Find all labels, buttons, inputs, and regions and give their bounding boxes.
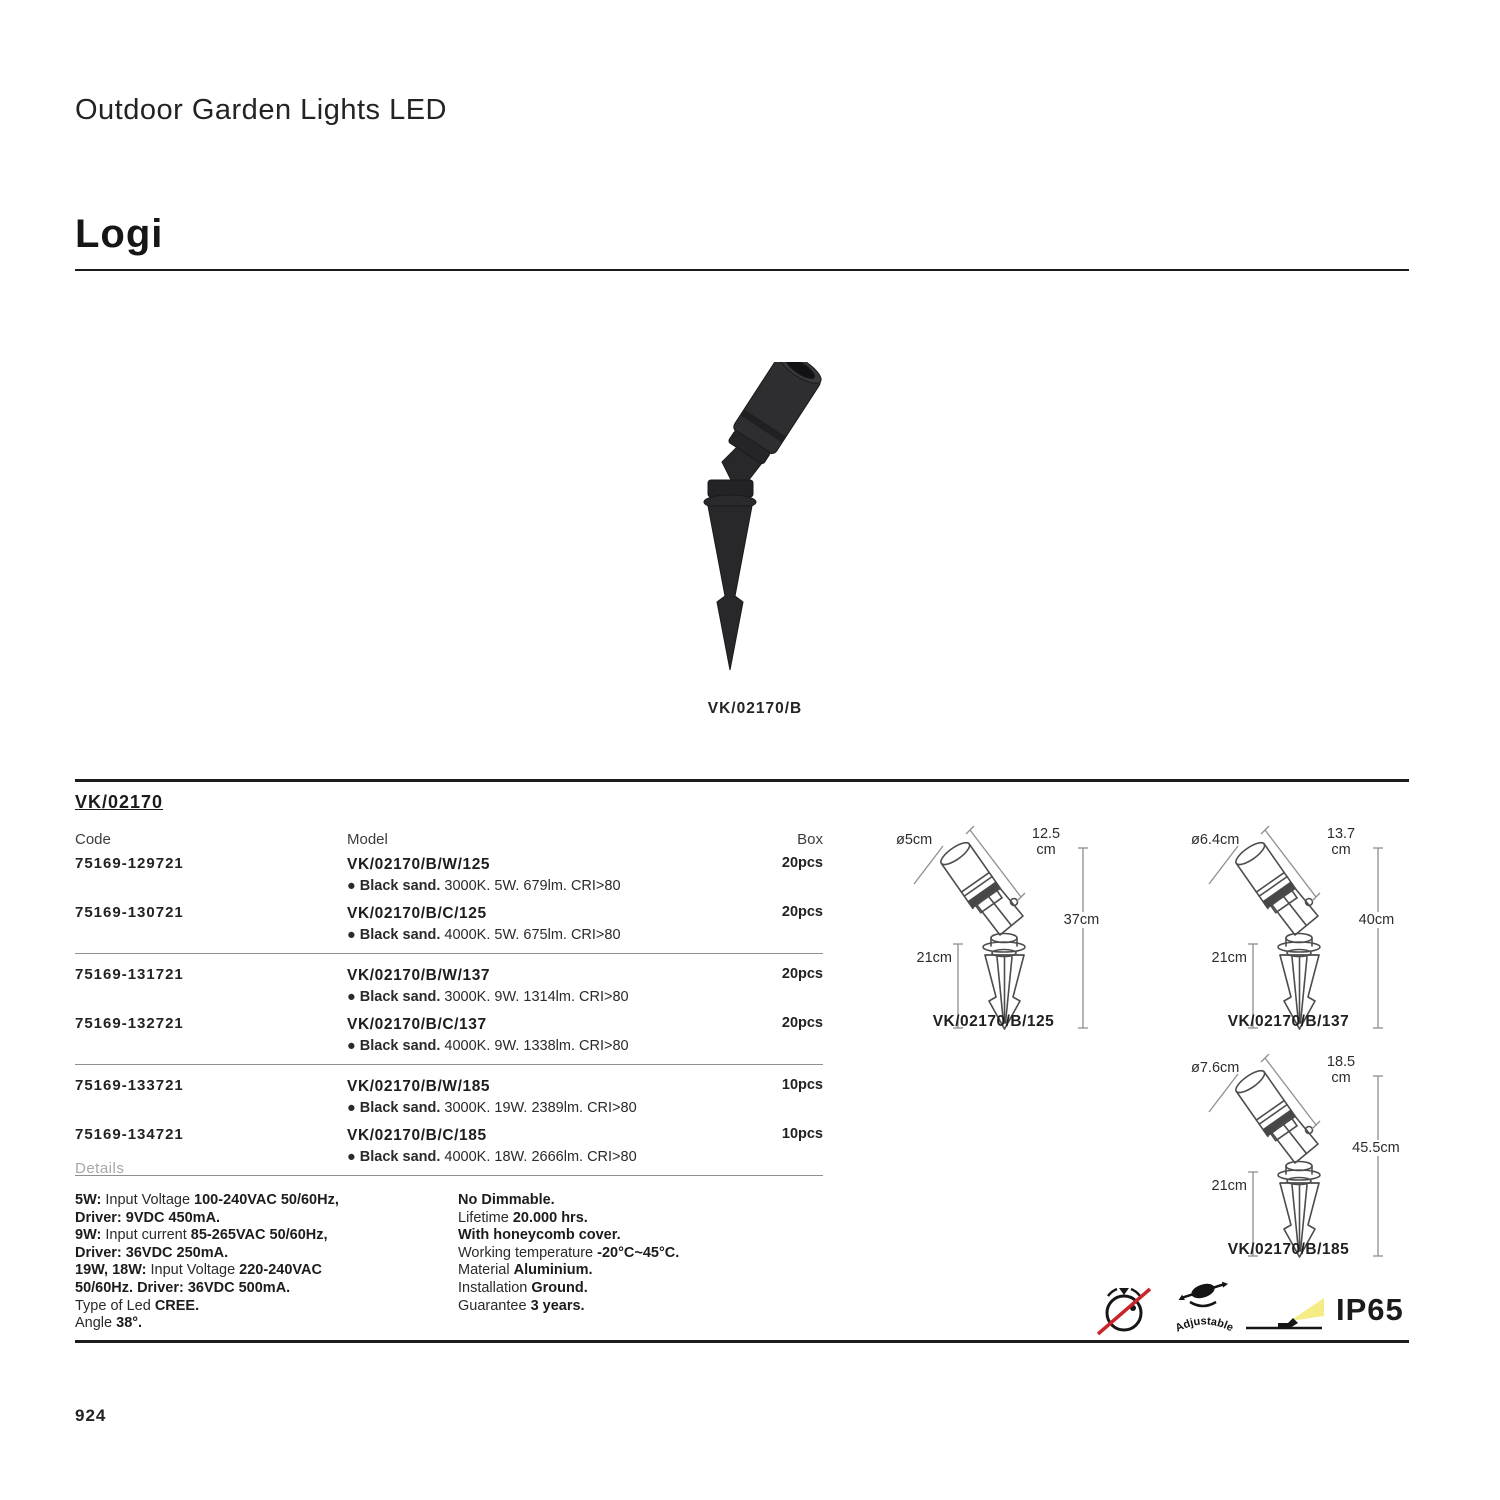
diameter-dimension: ø6.4cm: [1191, 832, 1240, 848]
spec-text: 4000K. 5W. 675lm. CRI>80: [440, 927, 621, 943]
section-divider: [75, 779, 1409, 782]
table-row: [75, 904, 823, 944]
finish-label: ● Black sand.: [347, 1149, 441, 1165]
product-description: [347, 1099, 733, 1117]
product-model: VK/02170/B/C/125: [347, 905, 487, 922]
spec-text: 4000K. 18W. 2666lm. CRI>80: [440, 1149, 637, 1165]
finish-label: ● Black sand.: [347, 878, 441, 894]
table-row: [75, 1077, 823, 1117]
box-quantity: 10pcs: [781, 1126, 823, 1142]
table-row: [75, 1015, 823, 1055]
no-dimmable-icon: [1090, 1280, 1160, 1342]
product-model-cell: [347, 966, 733, 1006]
product-model-cell: [347, 1126, 733, 1166]
product-photo-caption: VK/02170/B: [707, 700, 803, 717]
box-quantity: 20pcs: [781, 1015, 823, 1031]
page-number: 924: [75, 1406, 107, 1425]
product-description: [347, 1037, 733, 1055]
product-code: 75169-130721: [75, 904, 184, 921]
table-row: [75, 966, 823, 1006]
diameter-dimension: ø7.6cm: [1191, 1060, 1240, 1076]
dimension-diagram-137: [1181, 826, 1396, 1038]
product-model-cell: [347, 1015, 733, 1055]
body-length-dimension: [1022, 826, 1070, 858]
adjustable-label: Adjustable: [1173, 1315, 1236, 1335]
spec-text: 4000K. 9W. 1338lm. CRI>80: [440, 1038, 629, 1054]
product-model-cell: [347, 855, 733, 895]
body-length-dimension: [1317, 826, 1365, 858]
length-unit: cm: [1036, 842, 1056, 858]
product-model: VK/02170/B/C/185: [347, 1127, 487, 1144]
total-height-dimension: 40cm: [1358, 912, 1395, 928]
diagram-caption: VK/02170/B/185: [1227, 1241, 1350, 1258]
product-model: VK/02170/B/W/185: [347, 1078, 491, 1095]
col-header-box: Box: [797, 831, 823, 848]
dimension-diagram-125: [886, 826, 1101, 1038]
spec-text: 3000K. 5W. 679lm. CRI>80: [440, 878, 621, 894]
product-photo: [670, 362, 825, 682]
page-title: Logi: [75, 212, 164, 256]
product-model-cell: [347, 904, 733, 944]
body-length-dimension: [1317, 1054, 1365, 1086]
spike-light-line-drawing: [886, 826, 1101, 1041]
finish-label: ● Black sand.: [347, 927, 441, 943]
table-group-divider: [75, 1175, 823, 1176]
light-beam-icon: [1244, 1294, 1326, 1334]
product-description: [347, 988, 733, 1006]
dimension-diagram-185: [1181, 1054, 1400, 1266]
details-right-column: No Dimmable. Lifetime 20.000 hrs. With honeycomb cover. Working temperature -20°C~45°C. Material Aluminium. Installation Ground. Guarantee 3 years.: [458, 1192, 680, 1314]
product-code: 75169-131721: [75, 966, 184, 983]
spike-light-line-drawing: [1181, 1054, 1396, 1269]
total-height-dimension: 37cm: [1063, 912, 1100, 928]
adjustable-icon: [1168, 1276, 1238, 1338]
box-quantity: 10pcs: [781, 1077, 823, 1093]
title-divider: [75, 269, 1409, 271]
box-quantity: 20pcs: [781, 904, 823, 920]
product-code: 75169-132721: [75, 1015, 184, 1032]
bottom-divider: [75, 1340, 1409, 1343]
product-description: [347, 1148, 733, 1166]
product-model: VK/02170/B/W/137: [347, 967, 491, 984]
col-header-model: Model: [347, 831, 388, 848]
category-title: Outdoor Garden Lights LED: [75, 94, 447, 126]
length-value: 12.5: [1031, 826, 1061, 842]
col-header-code: Code: [75, 831, 111, 848]
diameter-dimension: ø5cm: [896, 832, 933, 848]
product-table: [75, 831, 823, 1188]
finish-label: ● Black sand.: [347, 1100, 441, 1116]
details-label: Details: [75, 1160, 125, 1177]
spike-height-dimension: 21cm: [1211, 950, 1247, 966]
svg-text:Adjustable: [1174, 1315, 1236, 1334]
product-description: [347, 926, 733, 944]
table-row: [75, 1126, 823, 1166]
diagram-caption: VK/02170/B/137: [1227, 1013, 1350, 1030]
product-code: 75169-129721: [75, 855, 184, 872]
ip-rating: IP65: [1336, 1292, 1404, 1327]
finish-label: ● Black sand.: [347, 1038, 441, 1054]
box-quantity: 20pcs: [781, 966, 823, 982]
finish-label: ● Black sand.: [347, 989, 441, 1005]
product-description: [347, 877, 733, 895]
spike-light-line-drawing: [1181, 826, 1396, 1041]
length-value: 13.7: [1326, 826, 1356, 842]
table-group-divider: [75, 1064, 823, 1065]
table-row: [75, 855, 823, 895]
total-height-dimension: 45.5cm: [1352, 1140, 1400, 1156]
length-value: 18.5: [1326, 1054, 1356, 1070]
spec-text: 3000K. 19W. 2389lm. CRI>80: [440, 1100, 637, 1116]
product-code: 75169-134721: [75, 1126, 184, 1143]
table-group-divider: [75, 953, 823, 954]
table-header-row: [75, 831, 823, 848]
product-code: 75169-133721: [75, 1077, 184, 1094]
spike-height-dimension: 21cm: [916, 950, 952, 966]
details-left-column: 5W: Input Voltage 100-240VAC 50/60Hz, Driver: 9VDC 450mA. 9W: Input current 85-265VAC 50/60Hz, Driver: 36VDC 250mA. 19W, 18W: Input Voltage 220-240VAC 50/60Hz. Driver: 36VDC 500mA. Type of Led CREE. Angle 38°.: [75, 1192, 339, 1332]
spike-light-photo: [670, 362, 825, 682]
length-unit: cm: [1331, 842, 1351, 858]
product-model-cell: [347, 1077, 733, 1117]
length-unit: cm: [1331, 1070, 1351, 1086]
box-quantity: 20pcs: [781, 855, 823, 871]
spike-height-dimension: 21cm: [1211, 1178, 1247, 1194]
family-code: VK/02170: [75, 792, 164, 812]
spec-text: 3000K. 9W. 1314lm. CRI>80: [440, 989, 629, 1005]
product-model: VK/02170/B/W/125: [347, 856, 491, 873]
diagram-caption: VK/02170/B/125: [932, 1013, 1055, 1030]
product-model: VK/02170/B/C/137: [347, 1016, 487, 1033]
